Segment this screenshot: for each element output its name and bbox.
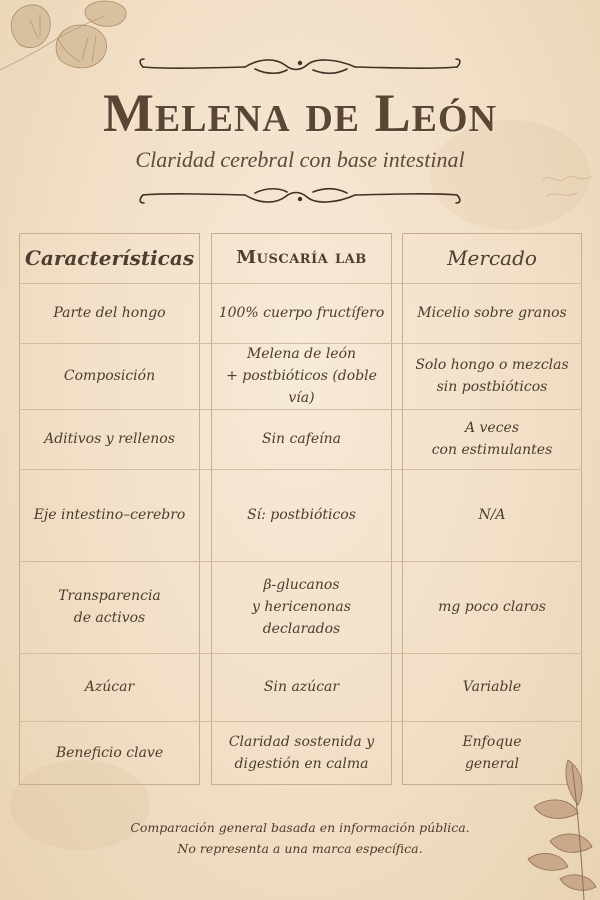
row-1-muscaria: 100% cuerpo fructífero [218,305,385,321]
row-2-market: Solo hongo o mezclas sin postbióticos [415,357,569,395]
row-6-feature: Azúcar [84,679,135,695]
header-characteristics: Características [24,246,195,270]
row-2-muscaria: Melena de león + postbióticos (doble vía) [226,346,377,406]
row-5-market: mg poco claros [438,599,546,615]
row-3-market: A veces con estimulantes [431,420,553,458]
row-4-feature: Eje intestino–cerebro [33,507,186,523]
footnote-line-1: Comparación general basada en información pública. [130,820,470,835]
row-7-feature: Beneficio clave [55,745,164,761]
row-6-market: Variable [462,679,522,695]
row-5-feature: Transparencia de activos [58,588,161,626]
row-1-market: Micelio sobre granos [417,305,567,321]
bottom-flourish-icon [135,183,465,207]
row-3-muscaria: Sin cafeína [261,431,342,447]
row-4-market: N/A [478,507,506,523]
page-subtitle: Claridad cerebral con base intestinal [135,147,465,172]
row-7-muscaria: Claridad sostenida y digestión en calma [228,734,375,772]
top-flourish-icon [135,55,465,79]
row-2-feature: Composición [63,368,156,384]
row-3-feature: Aditivos y rellenos [44,431,175,447]
row-7-market: Enfoque general [462,734,522,772]
row-6-muscaria: Sin azúcar [263,679,340,695]
header-market: Mercado [447,246,537,270]
header-muscaria-lab: Muscaría lab [236,247,367,268]
row-1-feature: Parte del hongo [53,305,166,321]
footnote-line-2: No representa a una marca específica. [177,841,423,856]
row-5-muscaria: β-glucanos y hericenonas declarados [252,577,351,637]
row-4-muscaria: Sí: postbióticos [247,507,356,523]
page-title: Melena de León [102,83,498,143]
footnote [0,817,600,859]
ginkgo-leaves-icon [0,0,135,80]
